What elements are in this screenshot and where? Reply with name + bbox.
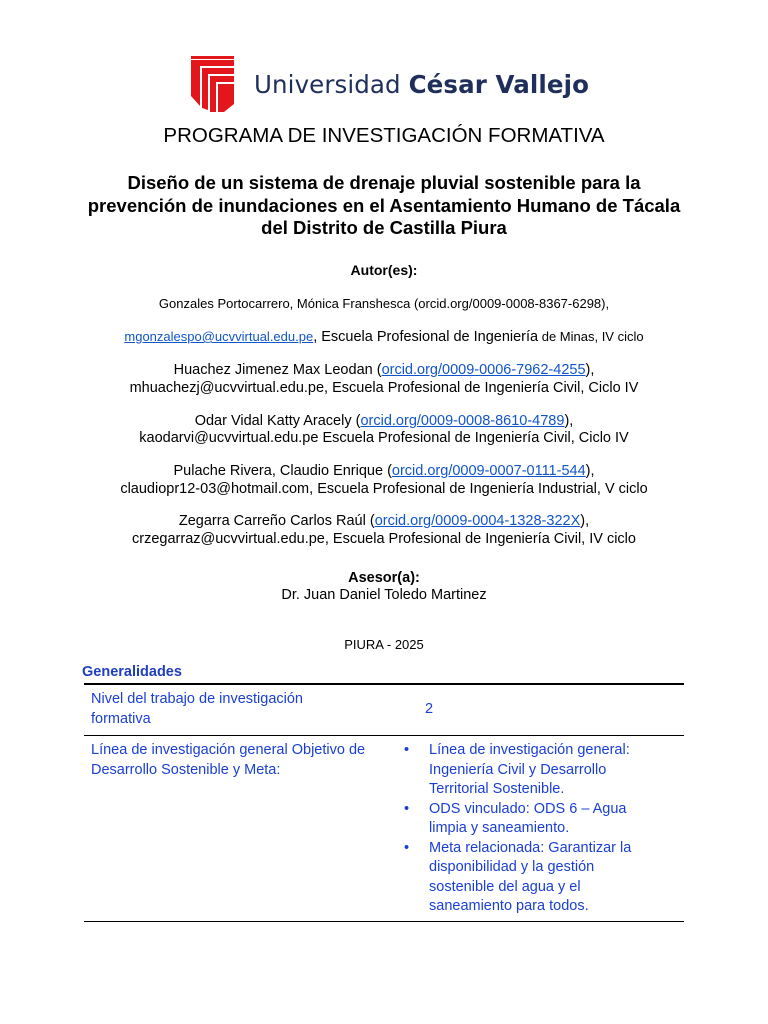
author-4-line-2: claudiopr12-03@hotmail.com, Escuela Profesional de Ingeniería Industrial, V ciclo	[120, 481, 648, 497]
row-2-value	[402, 741, 662, 917]
table-top-rule	[84, 683, 684, 685]
bullet-item: • Meta relacionada: Garantizar la disponibilidad y la gestión sostenible del agua y el saneamiento para todos.	[404, 839, 632, 914]
author-2-line-2: mhuachezj@ucvvirtual.edu.pe, Escuela Profesional de Ingeniería Civil, Ciclo IV	[129, 380, 639, 396]
place-year: PIURA - 2025	[344, 637, 424, 652]
document-title: Diseño de un sistema de drenaje pluvial sostenible para la prevención de inundaciones en el Asentamiento Humano de Tácala del Distrito de Castilla Piura	[87, 172, 681, 238]
authors-label: Autor(es):	[350, 262, 418, 278]
advisor-label: Asesor(a):	[348, 570, 420, 586]
university-logo	[188, 56, 589, 112]
bullet-dot-icon: •	[404, 742, 410, 758]
bullet-dot-icon: •	[404, 800, 410, 817]
table-row-divider	[84, 735, 684, 736]
row-1-value: 2	[425, 701, 434, 717]
author-3-line-1: Odar Vidal Katty Aracely (orcid.org/0009-0008-8610-4789),	[194, 413, 574, 429]
bullet-item: • Línea de investigación general: Ingeniería Civil y Desarrollo Territorial Sostenible.	[404, 742, 630, 797]
author-1-line-2: mgonzalespo@ucvvirtual.edu.pe, Escuela Profesional de Ingeniería de Minas, IV ciclo	[124, 329, 644, 345]
bullet-dot-icon: •	[404, 839, 410, 856]
author-2-line-1: Huachez Jimenez Max Leodan (orcid.org/0009-0006-7962-4255),	[173, 362, 595, 378]
author-2-orcid-link[interactable]: orcid.org/0009-0006-7962-4255	[381, 362, 586, 378]
row-1-label: Nivel del trabajo de investigación formativa	[91, 691, 303, 727]
author-4-line-1: Pulache Rivera, Claudio Enrique (orcid.org/0009-0007-0111-544),	[173, 463, 595, 479]
ucv-shield-icon	[188, 56, 236, 112]
program-heading: PROGRAMA DE INVESTIGACIÓN FORMATIVA	[163, 124, 605, 147]
author-3-line-2: kaodarvi@ucvvirtual.edu.pe Escuela Profesional de Ingeniería Civil, Ciclo IV	[139, 430, 629, 446]
row-2-bullet-list	[402, 741, 662, 917]
author-3-orcid-link[interactable]: orcid.org/0009-0008-8610-4789	[360, 413, 565, 429]
table-bottom-rule	[84, 921, 684, 922]
author-5-orcid-link[interactable]: orcid.org/0009-0004-1328-322X	[374, 513, 581, 529]
author-4-orcid-link[interactable]: orcid.org/0009-0007-0111-544	[391, 463, 586, 479]
author-1-email-link[interactable]: mgonzalespo@ucvvirtual.edu.pe	[124, 329, 314, 344]
generalities-heading: Generalidades	[82, 664, 182, 680]
advisor-name: Dr. Juan Daniel Toledo Martinez	[281, 587, 487, 603]
bullet-item: • ODS vinculado: ODS 6 – Agua limpia y saneamiento.	[404, 800, 627, 836]
row-2-label: Línea de investigación general Objetivo de Desarrollo Sostenible y Meta:	[91, 742, 366, 778]
university-name: Universidad César Vallejo	[254, 69, 590, 99]
author-1-line-1: Gonzales Portocarrero, Mónica Franshesca (orcid.org/0009-0008-8367-6298),	[158, 296, 610, 311]
author-5-line-2: crzegarraz@ucvvirtual.edu.pe, Escuela Profesional de Ingeniería Civil, IV ciclo	[132, 531, 636, 547]
author-5-line-1: Zegarra Carreño Carlos Raúl (orcid.org/0009-0004-1328-322X),	[178, 513, 590, 529]
